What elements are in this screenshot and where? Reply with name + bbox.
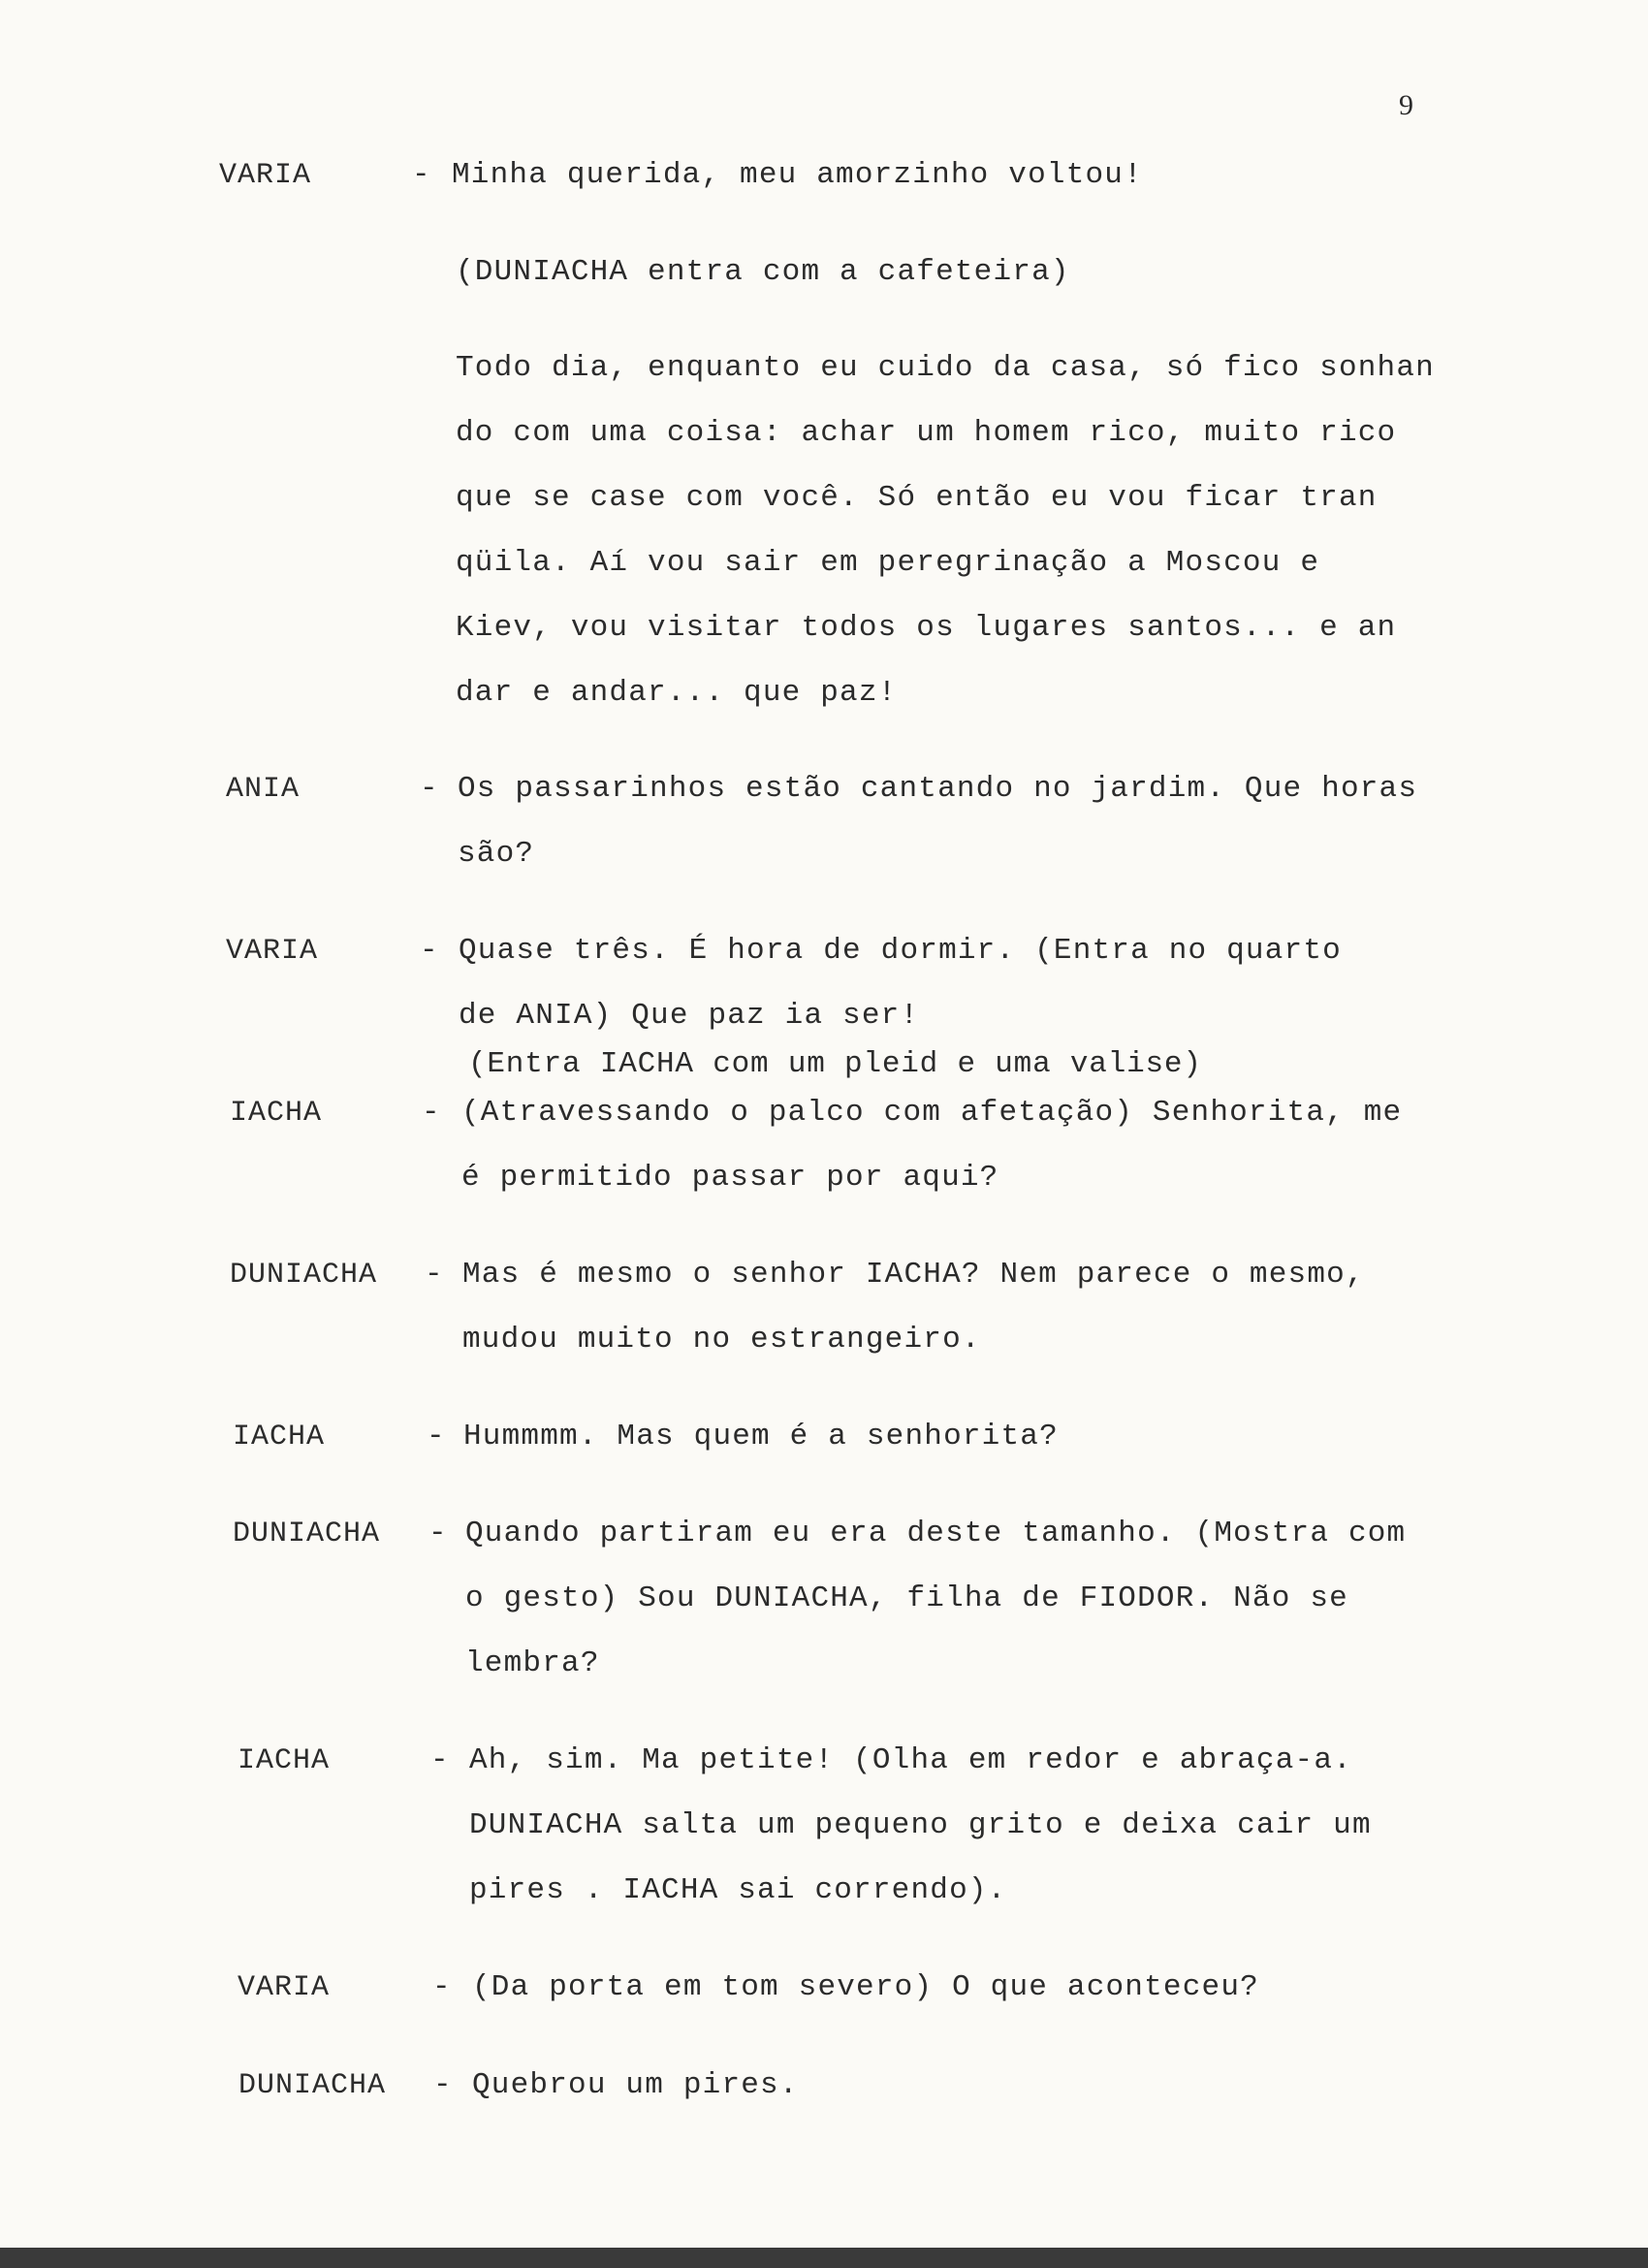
dialogue-dash: -	[433, 2068, 452, 2102]
speaker-name: IACHA	[238, 1744, 331, 1777]
speaker-name: VARIA	[238, 1971, 331, 2004]
dialogue-line: mudou muito no estrangeiro.	[462, 1323, 981, 1357]
dialogue-line: Os passarinhos estão cantando no jardim. Que horas	[458, 772, 1418, 806]
dialogue-line: Minha querida, meu amorzinho voltou!	[452, 158, 1143, 192]
dialogue-dash: -	[412, 158, 430, 192]
dialogue-dash: -	[427, 1420, 445, 1453]
speaker-name: DUNIACHA	[238, 2069, 387, 2102]
dialogue-line: Ah, sim. Ma petite! (Olha em redor e abraça-a.	[469, 1743, 1352, 1777]
dialogue-line: dar e andar... que paz!	[456, 676, 898, 710]
dialogue-dash: -	[430, 1743, 449, 1777]
dialogue-line: Quase três. É hora de dormir. (Entra no quarto	[459, 934, 1342, 968]
scan-edge	[0, 2248, 1648, 2268]
speaker-name: ANIA	[226, 773, 301, 806]
dialogue-line: pires . IACHA sai correndo).	[469, 1873, 1007, 1907]
dialogue-line: DUNIACHA salta um pequeno grito e deixa cair um	[469, 1808, 1372, 1842]
dialogue-line: de ANIA) Que paz ia ser!	[459, 999, 920, 1033]
dialogue-dash: -	[425, 1258, 443, 1292]
dialogue-line: qüila. Aí vou sair em peregrinação a Moscou e	[456, 546, 1320, 580]
speaker-name: DUNIACHA	[233, 1517, 381, 1550]
speaker-name: DUNIACHA	[230, 1259, 378, 1292]
dialogue-line: Quando partiram eu era deste tamanho. (Mostra com	[465, 1517, 1407, 1550]
dialogue-dash: -	[432, 1970, 451, 2004]
dialogue-dash: -	[422, 1096, 440, 1130]
dialogue-dash: -	[428, 1517, 447, 1550]
stage-direction: (DUNIACHA entra com a cafeteira)	[456, 255, 1070, 289]
dialogue-line: (Atravessando o palco com afetação) Senhorita, me	[461, 1096, 1403, 1130]
dialogue-line: o gesto) Sou DUNIACHA, filha de FIODOR. Não se	[465, 1581, 1348, 1615]
dialogue-line: Kiev, vou visitar todos os lugares santos... e an	[456, 611, 1397, 645]
dialogue-line: é permitido passar por aqui?	[461, 1161, 999, 1195]
dialogue-line: que se case com você. Só então eu vou ficar tran	[456, 481, 1378, 515]
dialogue-line: lembra?	[465, 1646, 600, 1680]
dialogue-line: Quebrou um pires.	[472, 2068, 799, 2102]
dialogue-dash: -	[420, 934, 438, 968]
dialogue-line: Todo dia, enquanto eu cuido da casa, só fico sonhan	[456, 351, 1435, 385]
speaker-name: VARIA	[226, 935, 319, 968]
speaker-name: IACHA	[230, 1097, 323, 1130]
dialogue-dash: -	[420, 772, 438, 806]
dialogue-line: do com uma coisa: achar um homem rico, muito rico	[456, 416, 1397, 450]
dialogue-line: Mas é mesmo o senhor IACHA? Nem parece o mesmo,	[462, 1258, 1365, 1292]
dialogue-line: são?	[458, 837, 535, 871]
stage-direction: (Entra IACHA com um pleid e uma valise)	[468, 1047, 1202, 1081]
dialogue-line: (Da porta em tom severo) O que aconteceu?	[472, 1970, 1259, 2004]
dialogue-line: Hummmm. Mas quem é a senhorita?	[463, 1420, 1059, 1453]
speaker-name: IACHA	[233, 1421, 326, 1453]
page-number: 9	[1399, 89, 1413, 121]
speaker-name: VARIA	[219, 159, 312, 192]
